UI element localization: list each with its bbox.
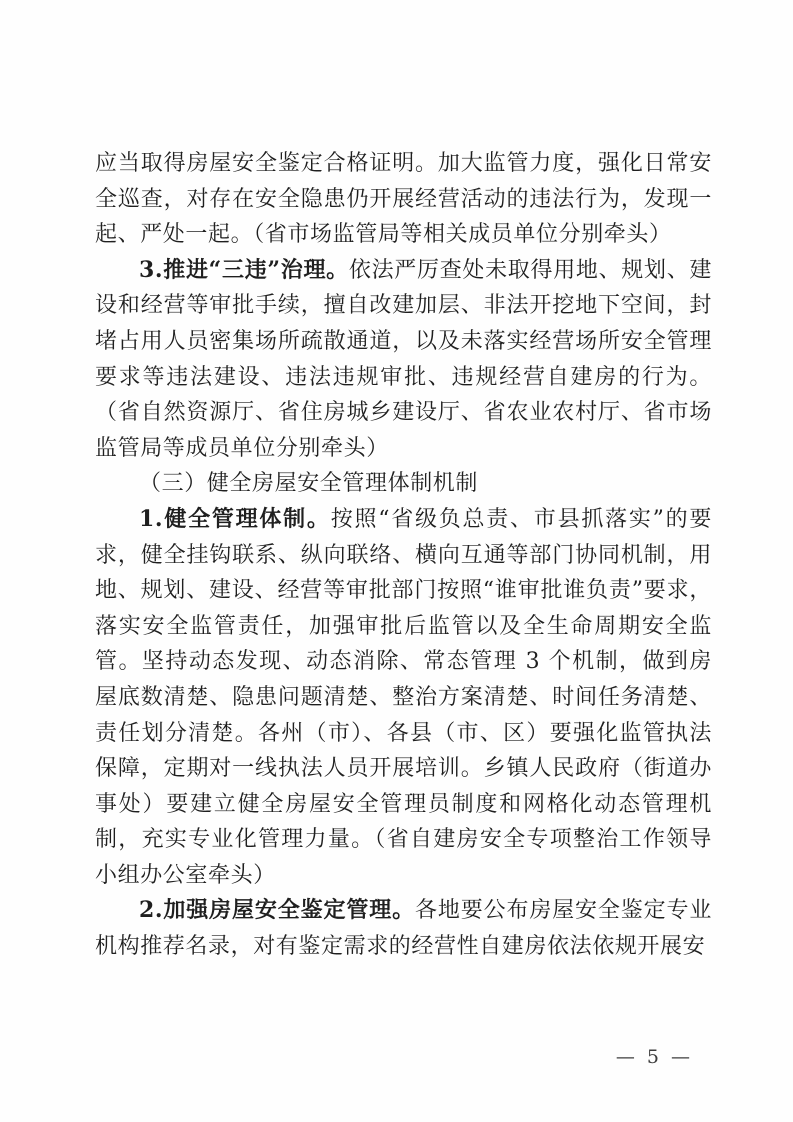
paragraph-continuation	[95, 146, 712, 253]
paragraph-text: 按照“省级负总责、市县抓落实”的要求，健全挂钩联系、纵向联络、横向互通等部门协同机制，用地、规划、建设、经营等审批部门按照“谁审批谁负责”要求，落实安全监管责任，加强审批后监管以及全生命周期安全监管。坚持动态发现、动态消除、常态管理 3 个机制，做到房屋底数清楚、隐患问题清楚、整治方案清楚、时间任务清楚、责任划分清楚。各州（市）、各县（市、区）要强化监管执法保障，定期对一线执法人员开展培训。乡镇人民政府（街道办事处）要建立健全房屋安全管理员制度和网格化动态管理机制，充实专业化管理力量。（省自建房安全专项整治工作领导小组办公室牵头）	[95, 506, 712, 888]
section-heading-text: （三）健全房屋安全管理体制机制	[139, 471, 479, 497]
paragraph-text: 各地要公布房屋安全鉴定专业机构推荐名录，对有鉴定需求的经营性自建房依法依规开展安	[95, 898, 712, 960]
paragraph-item-3-san-wei	[95, 253, 712, 467]
page-number: — 5 —	[615, 1046, 693, 1068]
paragraph-lead: 2.加强房屋安全鉴定管理。	[139, 897, 415, 924]
paragraph-item-2-appraisal-management	[95, 893, 712, 964]
document-body	[95, 146, 712, 965]
section-heading-three	[95, 466, 712, 502]
paragraph-item-1-management-system	[95, 502, 712, 894]
paragraph-lead: 3.推进“三违”治理。	[139, 256, 349, 283]
paragraph-lead: 1.健全管理体制。	[139, 505, 331, 532]
paragraph-text: 依法严厉查处未取得用地、规划、建设和经营等审批手续，擅自改建加层、非法开挖地下空间，封堵占用人员密集场所疏散通道，以及未落实经营场所安全管理要求等违法建设、违法违规审批、违规经营自建房的行为。（省自然资源厅、省住房城乡建设厅、省农业农村厅、省市场监管局等成员单位分别牵头）	[95, 257, 712, 461]
paragraph-text: 应当取得房屋安全鉴定合格证明。加大监管力度，强化日常安全巡查，对存在安全隐患仍开展经营活动的违法行为，发现一起、严处一起。（省市场监管局等相关成员单位分别牵头）	[95, 151, 712, 248]
